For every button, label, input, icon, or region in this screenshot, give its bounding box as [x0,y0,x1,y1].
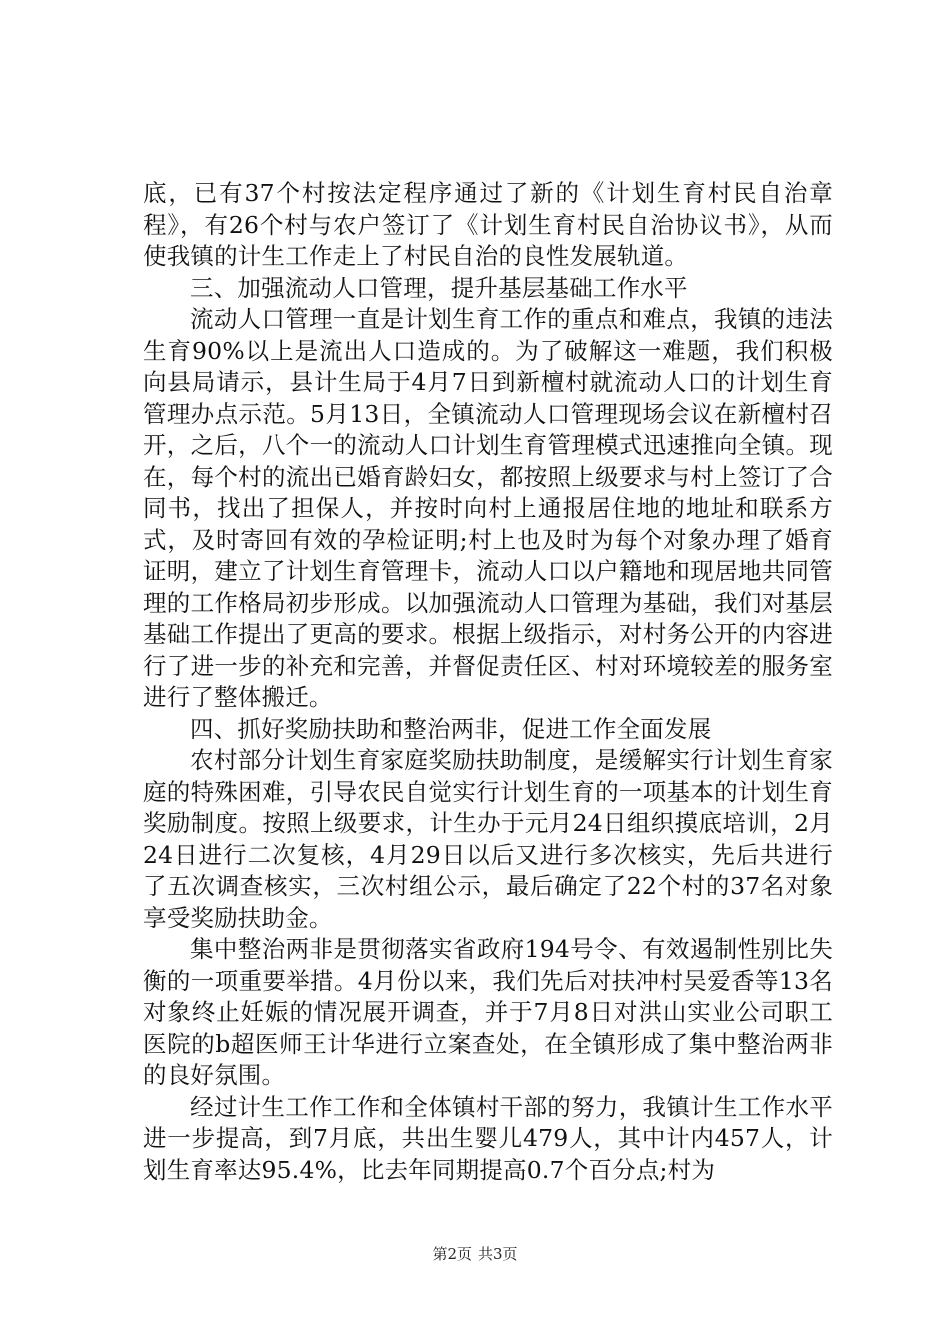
page-number: 第2页 [432,1245,472,1263]
section-heading-4: 四、抓好奖励扶助和整治两非，促进工作全面发展 [190,714,712,743]
paragraph-reward-support: 农村部分计划生育家庭奖励扶助制度，是缓解实行计划生育家庭的特殊困难，引导农民自觉实行计划生育的一项基本的计划生育奖励制度。按照上级要求，计生办于元月24日组织摸底培训，2月24日进行二次复核，4月29日以后又进行多次核实，先后共进行了五次调查核实，三次村组公示，最后确定了22个村的37名对象享受奖励扶助金。 [143,746,833,932]
paragraph-floating-population: 流动人口管理一直是计划生育工作的重点和难点，我镇的违法生育90%以上是流出人口造成的。为了破解这一难题，我们积极向县局请示，县计生局于4月7日到新檀村就流动人口的计划生育管理办点示范。5月13日，全镇流动人口管理现场会议在新檀村召开，之后，八个一的流动人口计划生育管理模式迅速推向全镇。现在，每个村的流出已婚育龄妇女，都按照上级要求与村上签订了合同书，找出了担保人，并按时向村上通报居住地的地址和联系方式，及时寄回有效的孕检证明;村上也及时为每个对象办理了婚育证明，建立了计划生育管理卡，流动人口以户籍地和现居地共同管理的工作格局初步形成。以加强流动人口管理为基础，我们对基层基础工作提出了更高的要求。根据上级指示，对村务公开的内容进行了进一步的补充和完善，并督促责任区、村对环境较差的服务室进行了整体搬迁。 [143,305,833,711]
section-heading-3: 三、加强流动人口管理，提升基层基础工作水平 [190,273,688,302]
paragraph-two-illegal-rectification: 集中整治两非是贯彻落实省政府194号令、有效遏制性别比失衡的一项重要举措。4月份以来，我们先后对扶冲村吴爱香等13名对象终止妊娠的情况展开调查，并于7月8日对洪山实业公司职工医院的b超医师王计华进行立案查处，在全镇形成了集中整治两非的良好氛围。 [143,935,833,1089]
page-total: 共3页 [478,1245,518,1263]
paragraph-results: 经过计生工作工作和全体镇村干部的努力，我镇计生工作水平进一步提高，到7月底，共出生婴儿479人，其中计内457人，计划生育率达95.4%，比去年同期提高0.7个百分点;村为 [143,1092,833,1184]
paragraph-continuation: 底，已有37个村按法定程序通过了新的《计划生育村民自治章程》，有26个村与农户签订了《计划生育村民自治协议书》，从而使我镇的计生工作走上了村民自治的良性发展轨道。 [143,179,833,270]
page-footer [0,1245,950,1263]
document-body [143,178,833,1186]
